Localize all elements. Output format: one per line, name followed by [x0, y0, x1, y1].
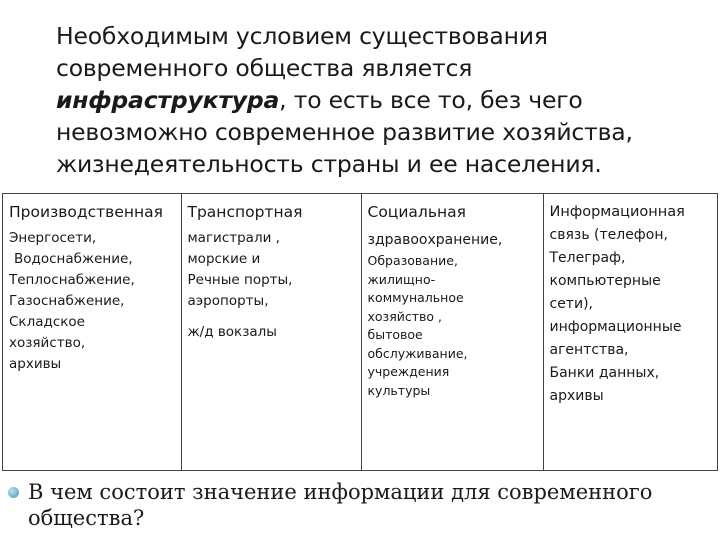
column-transport: [181, 194, 361, 470]
list-item: ж/д вокзалы: [187, 324, 277, 340]
intro-emphasis: инфраструктура: [56, 86, 280, 114]
list-item: бытовое: [367, 327, 423, 342]
column-heading: Социальная: [367, 203, 466, 221]
list-item: жилищно-: [367, 271, 436, 287]
intro-paragraph: [56, 20, 706, 180]
list-item: Энергосети,: [9, 230, 97, 246]
list-item: хозяйство ,: [367, 308, 442, 324]
list-item: архивы: [9, 356, 62, 372]
list-item: связь (телефон,: [549, 227, 668, 243]
list-item: магистрали ,: [187, 230, 280, 246]
intro-text-after: , то есть все то, без чего невозможно современное развитие хозяйства, жизнедеятельность страны и ее населения.: [56, 86, 633, 178]
list-item: Газоснабжение,: [9, 293, 125, 309]
column-heading: Информационная: [549, 204, 685, 220]
list-item: учреждения: [367, 364, 450, 379]
list-item: Речные порты,: [187, 272, 293, 288]
list-item: аэропорты,: [187, 293, 269, 309]
list-item: хозяйство,: [9, 335, 86, 351]
question-bullet-item: [8, 479, 713, 531]
intro-text-before: Необходимым условием существования современного общества является: [56, 22, 548, 82]
list-item: Теплоснабжение,: [9, 272, 135, 288]
list-item: коммунальное: [367, 290, 464, 305]
list-item: Телеграф,: [549, 250, 626, 266]
list-item: Банки данных,: [549, 365, 660, 381]
column-production: [3, 194, 181, 470]
question-text: В чем состоит значение информации для современного общества?: [28, 480, 653, 530]
infrastructure-table: [2, 193, 718, 471]
list-item: здравоохранение,: [367, 232, 503, 248]
column-information: [543, 194, 719, 470]
list-item: информационные: [549, 319, 682, 335]
list-item: Складское: [9, 314, 85, 330]
bullet-icon: [8, 487, 19, 498]
column-heading: Транспортная: [187, 203, 303, 221]
column-heading: Производственная: [9, 203, 163, 221]
list-item: сети),: [549, 296, 593, 312]
list-item: агентства,: [549, 342, 629, 358]
list-item: Водоснабжение,: [14, 251, 133, 267]
list-item: обслуживание,: [367, 345, 468, 361]
list-item: Образование,: [367, 253, 458, 268]
list-item: морские и: [187, 251, 261, 267]
column-social: [361, 194, 543, 470]
list-item: архивы: [549, 388, 604, 404]
list-item: компьютерные: [549, 273, 661, 289]
list-item: культуры: [367, 382, 431, 398]
